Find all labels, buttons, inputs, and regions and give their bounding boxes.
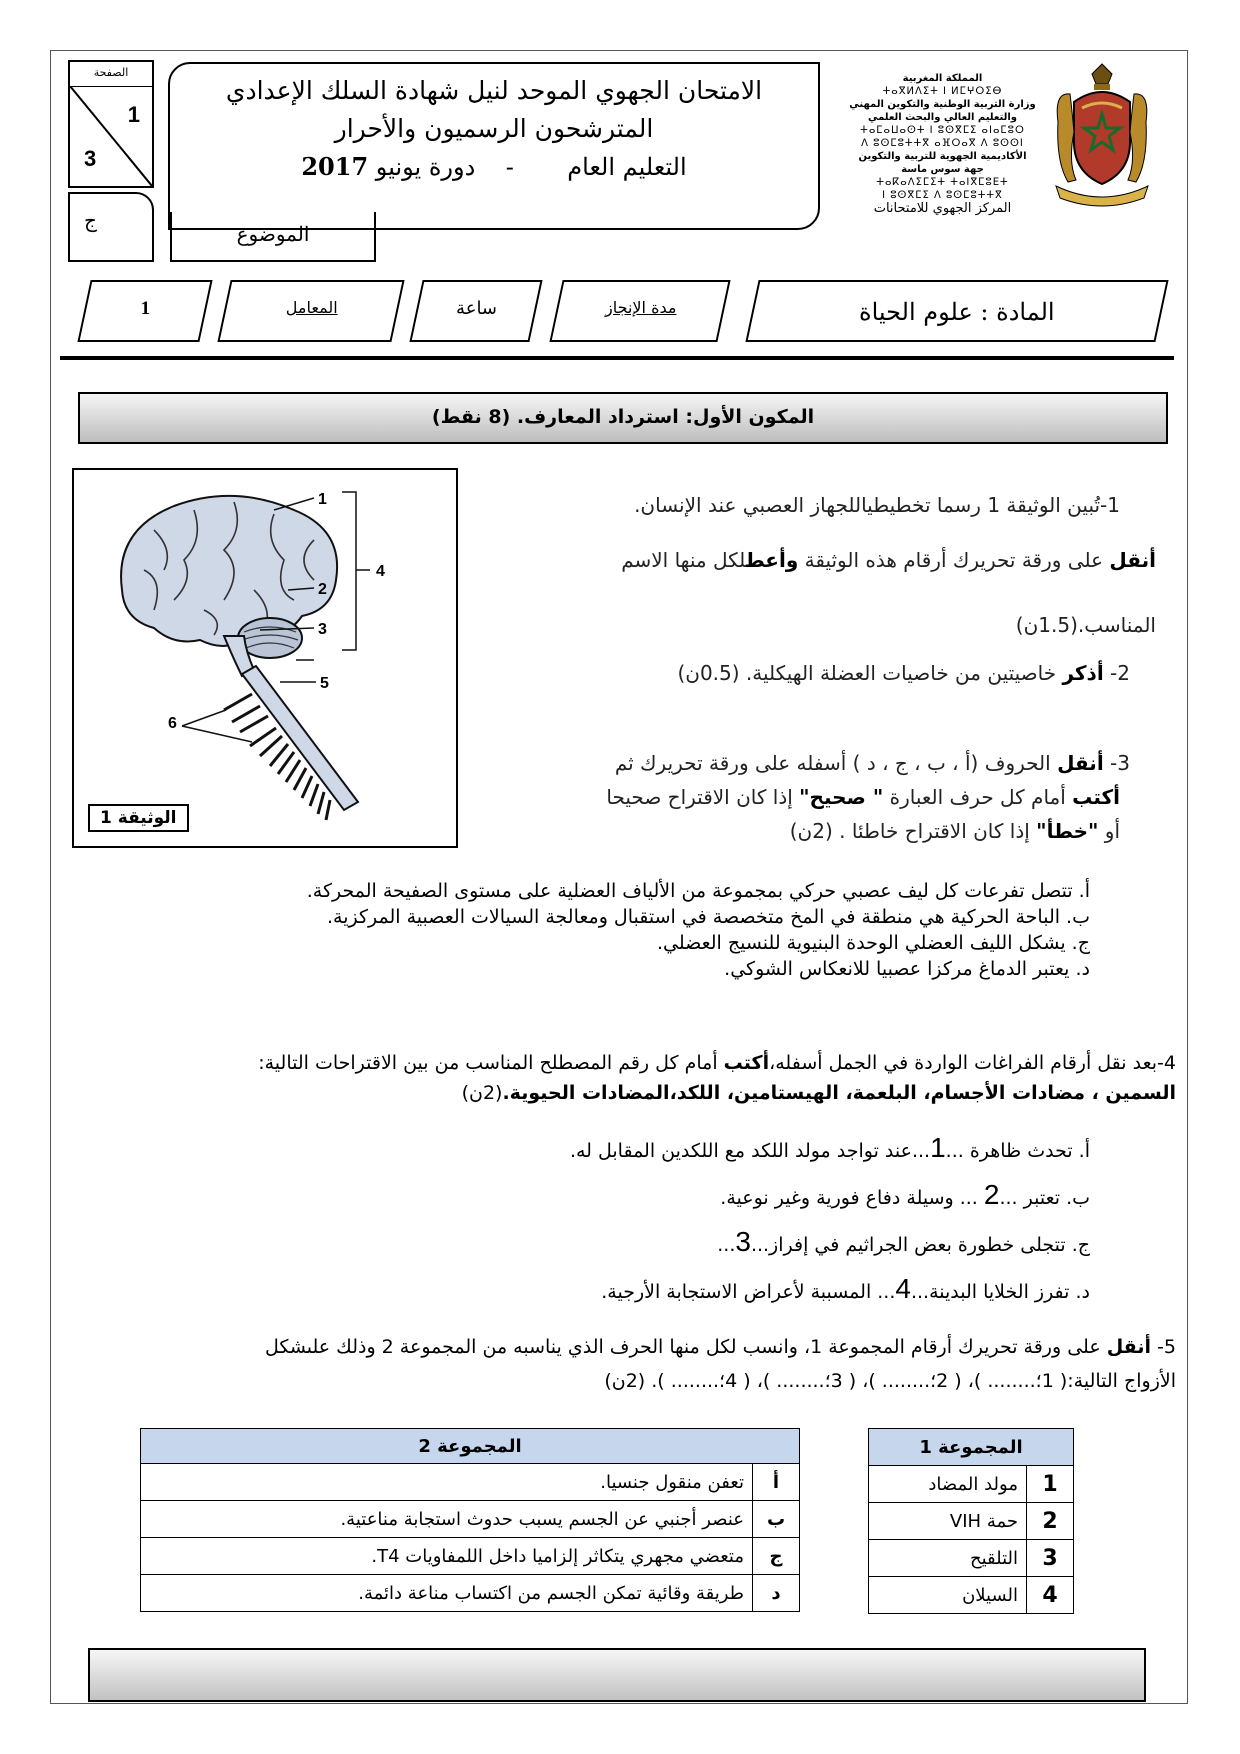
q4-b-post: ... وسيلة دفاع فورية وغير نوعية. bbox=[720, 1187, 984, 1209]
q3-rest2a: أمام كل حرف العبارة bbox=[883, 785, 1073, 809]
org-line: ⵜⴰⵎⴰⵡⴰⵙⵜ ⵏ ⵓⵙⴳⵎⵉ ⴰⵏⴰⵎⵓⵔ bbox=[860, 125, 1025, 136]
q1-mid: على ورقة تحريرك أرقام هذه الوثيقة bbox=[798, 548, 1110, 572]
section-title: المكون الأول: استرداد المعارف. (8 نقط) bbox=[431, 406, 815, 428]
org-line: ⵜⴰⴽⴰⴷⵉⵎⵉⵜ ⵜⴰⵏⴳⵎⵓⴹⵜ bbox=[876, 177, 1009, 188]
q4-a-blank: 1 bbox=[930, 1132, 946, 1163]
table-row bbox=[141, 1464, 800, 1501]
coefficient-value-field bbox=[77, 280, 212, 342]
figure-label-4: 4 bbox=[376, 563, 385, 580]
question-5 bbox=[56, 1330, 1176, 1398]
session-line bbox=[170, 152, 818, 181]
subject-field bbox=[745, 280, 1168, 342]
table-row bbox=[869, 1503, 1074, 1540]
session: دورة يونيو bbox=[375, 153, 476, 181]
nervous-system-diagram bbox=[74, 470, 456, 846]
group-1-value: مولد المضاد bbox=[869, 1466, 1027, 1503]
q2-number: 2- bbox=[1103, 661, 1130, 685]
group-2-value: عنصر أجنبي عن الجسم يسبب حدوث استجابة مناعتية. bbox=[141, 1501, 753, 1538]
group-2-value: طريقة وقائية تمكن الجسم من اكتساب مناعة دائمة. bbox=[141, 1575, 753, 1612]
q4-sentences bbox=[290, 1126, 1090, 1314]
q4-c-blank: 3 bbox=[735, 1226, 751, 1257]
q4-a-post: ...عند تواجد مولد اللكد مع اللكدين المقابل له. bbox=[569, 1140, 931, 1162]
q2-verb: أذكر bbox=[1062, 661, 1104, 685]
subject-tab bbox=[170, 212, 376, 262]
organization-block bbox=[840, 72, 1045, 215]
question-1 bbox=[460, 490, 1120, 520]
group-2-key: ب bbox=[753, 1501, 800, 1538]
duration-label: مدة الإنجاز bbox=[605, 298, 677, 317]
group-1-key: 1 bbox=[1027, 1466, 1074, 1503]
org-line: والتعليم العالي والبحث العلمي bbox=[867, 112, 1018, 123]
group-1-key: 4 bbox=[1027, 1577, 1074, 1614]
exam-title: الامتحان الجهوي الموحد لنيل شهادة السلك الإعدادي bbox=[225, 76, 763, 105]
q4-sentence-a bbox=[290, 1126, 1090, 1173]
figure-label-6: 6 bbox=[168, 715, 177, 732]
q5-rest2: الأزواج التالية:( 1؛........ )، ( 2؛........ )، ( 3؛........ )، ( 4؛........ ). (2ن) bbox=[604, 1370, 1176, 1392]
page-box-diagonal bbox=[70, 86, 152, 186]
question-3 bbox=[430, 748, 1130, 846]
section-title-bar bbox=[78, 392, 1168, 444]
coefficient-value: 1 bbox=[140, 298, 151, 319]
duration-value: ساعة bbox=[456, 298, 498, 319]
group-1-table bbox=[868, 1428, 1074, 1614]
q4-sentence-c bbox=[290, 1220, 1090, 1267]
q4-b-pre: ب. تعتبر ... bbox=[999, 1187, 1090, 1209]
duration-label-field bbox=[549, 280, 730, 342]
q5-number: 5- bbox=[1151, 1336, 1176, 1358]
org-line: الأكاديمية الجهوية للتربية والتكوين bbox=[858, 151, 1027, 162]
document-1-figure bbox=[72, 468, 458, 848]
header-rule bbox=[60, 356, 1174, 360]
figure-label-3: 3 bbox=[318, 621, 327, 638]
table-row bbox=[141, 1501, 800, 1538]
q4-d-post: ... المسببة لأعراض الاستجابة الأرجية. bbox=[601, 1281, 896, 1303]
q3-verb: أنقل bbox=[1057, 751, 1104, 775]
q1-verb-copy: أنقل bbox=[1109, 548, 1156, 572]
q3-statements bbox=[90, 878, 1090, 982]
q-symbol: ج bbox=[84, 208, 97, 232]
q4-intro-b: أمام كل رقم المصطلح المناسب من بين الاقتراحات التالية: bbox=[258, 1052, 724, 1074]
subject-tab-label: الموضوع bbox=[236, 222, 310, 246]
q1-line1: 1-تُبين الوثيقة 1 رسما تخطيطياللجهاز العصبي عند الإنسان. bbox=[634, 493, 1120, 517]
q3-statement-a: أ. تتصل تفرعات كل ليف عصبي حركي بمجموعة من الألياف العضلية على مستوى الصفيحة المحركة. bbox=[306, 880, 1090, 902]
q4-b-blank: 2 bbox=[983, 1179, 1000, 1210]
figure-label-5: 5 bbox=[320, 675, 329, 692]
page-number: 1 bbox=[127, 102, 140, 127]
group-2-value: تعفن منقول جنسيا. bbox=[141, 1464, 753, 1501]
q3-rest3a: أو bbox=[1098, 819, 1120, 843]
table-row bbox=[869, 1577, 1074, 1614]
q1-line3: المناسب.(1.5ن) bbox=[1015, 613, 1156, 637]
table-row bbox=[141, 1575, 800, 1612]
duration-value-field bbox=[409, 280, 542, 342]
q3-statement-c: ج. يشكل الليف العضلي الوحدة البنيوية للنسيج العضلي. bbox=[656, 932, 1090, 954]
q4-a-pre: أ. تحدث ظاهرة ... bbox=[945, 1140, 1090, 1162]
coefficient-label: المعامل bbox=[285, 298, 338, 317]
q3-rest3b: إذا كان الاقتراح خاطئا . (2ن) bbox=[789, 819, 1037, 843]
exam-title-box bbox=[168, 62, 820, 230]
group-1-value: التلقيح bbox=[869, 1540, 1027, 1577]
q4-c-pre: ج. تتجلى خطورة بعض الجراثيم في إفراز... bbox=[750, 1234, 1090, 1256]
q4-points: (2ن) bbox=[461, 1082, 503, 1104]
q3-true-word: " صحيح" bbox=[799, 785, 884, 809]
q4-d-pre: د. تفرز الخلايا البدينة... bbox=[910, 1281, 1090, 1303]
q4-verb: أكتب bbox=[723, 1052, 770, 1074]
question-1-instruction bbox=[456, 545, 1156, 575]
q4-d-blank: 4 bbox=[895, 1273, 911, 1304]
q3-statement-b: ب. الباحة الحركية هي منطقة في المخ متخصصة في استقبال ومعالجة السيالات العصبية المركزية. bbox=[327, 906, 1090, 928]
q2-rest: خاصيتين من خاصيات العضلة الهيكلية. (0.5ن) bbox=[677, 661, 1063, 685]
subject-label: المادة : علوم الحياة bbox=[859, 298, 1055, 326]
q4-sentence-d bbox=[290, 1267, 1090, 1314]
page-number-box bbox=[68, 60, 154, 188]
coefficient-label-field bbox=[217, 280, 404, 342]
q4-sentence-b bbox=[290, 1173, 1090, 1220]
group-1-key: 3 bbox=[1027, 1540, 1074, 1577]
group-2-key: ج bbox=[753, 1538, 800, 1575]
figure-label-2: 2 bbox=[318, 581, 327, 598]
group-2-table bbox=[140, 1428, 800, 1612]
exam-center-label: المركز الجهوي للامتحانات bbox=[873, 201, 1012, 216]
question-2 bbox=[470, 658, 1130, 688]
group-2-key: د bbox=[753, 1575, 800, 1612]
org-line: جهة سوس ماسة bbox=[901, 164, 984, 175]
question-1-points bbox=[756, 610, 1156, 640]
group-2-key: أ bbox=[753, 1464, 800, 1501]
q3-false-word: "خطأ" bbox=[1036, 819, 1099, 843]
q3-rest1: الحروف (أ ، ب ، ج ، د ) أسفله على ورقة تحريرك ثم bbox=[614, 751, 1058, 775]
group-1-key: 2 bbox=[1027, 1503, 1074, 1540]
q1-end: لكل منها الاسم bbox=[621, 548, 746, 572]
figure-caption: الوثيقة 1 bbox=[88, 804, 189, 832]
brain-cerebrum bbox=[121, 496, 337, 646]
q-box bbox=[68, 192, 154, 262]
q3-rest2b: إذا كان الاقتراح صحيحا bbox=[606, 785, 800, 809]
table-row bbox=[869, 1540, 1074, 1577]
q3-verb-write: أكتب bbox=[1072, 785, 1120, 809]
org-line: المملكة المغربية bbox=[902, 73, 983, 84]
q5-verb: أنقل bbox=[1106, 1336, 1151, 1358]
org-line: ⵜⴰⴳⵍⴷⵉⵜ ⵏ ⵍⵎⵖⵔⵉⴱ bbox=[882, 86, 1003, 97]
page-label: الصفحة bbox=[70, 64, 152, 87]
candidates-line: المترشحون الرسميون والأحرار bbox=[334, 114, 654, 143]
table-row bbox=[141, 1538, 800, 1575]
question-4 bbox=[76, 1048, 1176, 1108]
table-row bbox=[869, 1466, 1074, 1503]
org-line: ⵏ ⵓⵙⴳⵎⵉ ⴷ ⵓⵙⵎⵓⵜⵜⴳ bbox=[882, 190, 1003, 201]
figure-label-1: 1 bbox=[318, 491, 327, 508]
page-total: 3 bbox=[84, 146, 97, 171]
coat-of-arms-emblem bbox=[1048, 62, 1156, 212]
q5-rest1: على ورقة تحريرك أرقام المجموعة 1، وانسب لكل منها الحرف الذي يناسبه من المجموعة 2 وذلك علىشكل bbox=[264, 1336, 1107, 1358]
group-2-value: متعضي مجهري يتكاثر إلزاميا داخل اللمفاويات T4. bbox=[141, 1538, 753, 1575]
org-line: وزارة التربية الوطنية والتكوين المهني bbox=[849, 99, 1036, 110]
q4-terms: السمين ، مضادات الأجسام، البلعمة، الهيستامين، اللكد،المضادات الحيوية. bbox=[502, 1082, 1176, 1104]
q4-c-post: ... bbox=[717, 1234, 736, 1256]
year: 2017 bbox=[301, 152, 369, 181]
q3-statement-d: د. يعتبر الدماغ مركزا عصبيا للانعكاس الشوكي. bbox=[724, 958, 1090, 980]
separator: - bbox=[505, 153, 514, 181]
footer-bar bbox=[88, 1648, 1146, 1702]
q4-intro-a: 4-بعد نقل أرقام الفراغات الواردة في الجمل أسفله، bbox=[769, 1052, 1176, 1074]
track: التعليم العام bbox=[567, 153, 687, 181]
group-1-header: المجموعة 1 bbox=[869, 1429, 1074, 1466]
group-1-value: حمة VIH bbox=[869, 1503, 1027, 1540]
org-line: ⴷ ⵓⵙⵎⵓⵜⵜⴳ ⴰⴼⵔⴰⴳ ⴷ ⵓⵙⵙⵏ bbox=[861, 138, 1024, 149]
q3-number: 3- bbox=[1103, 751, 1130, 775]
group-1-value: السيلان bbox=[869, 1577, 1027, 1614]
group-2-header: المجموعة 2 bbox=[141, 1429, 800, 1464]
q1-verb-give: وأعط bbox=[745, 548, 799, 572]
